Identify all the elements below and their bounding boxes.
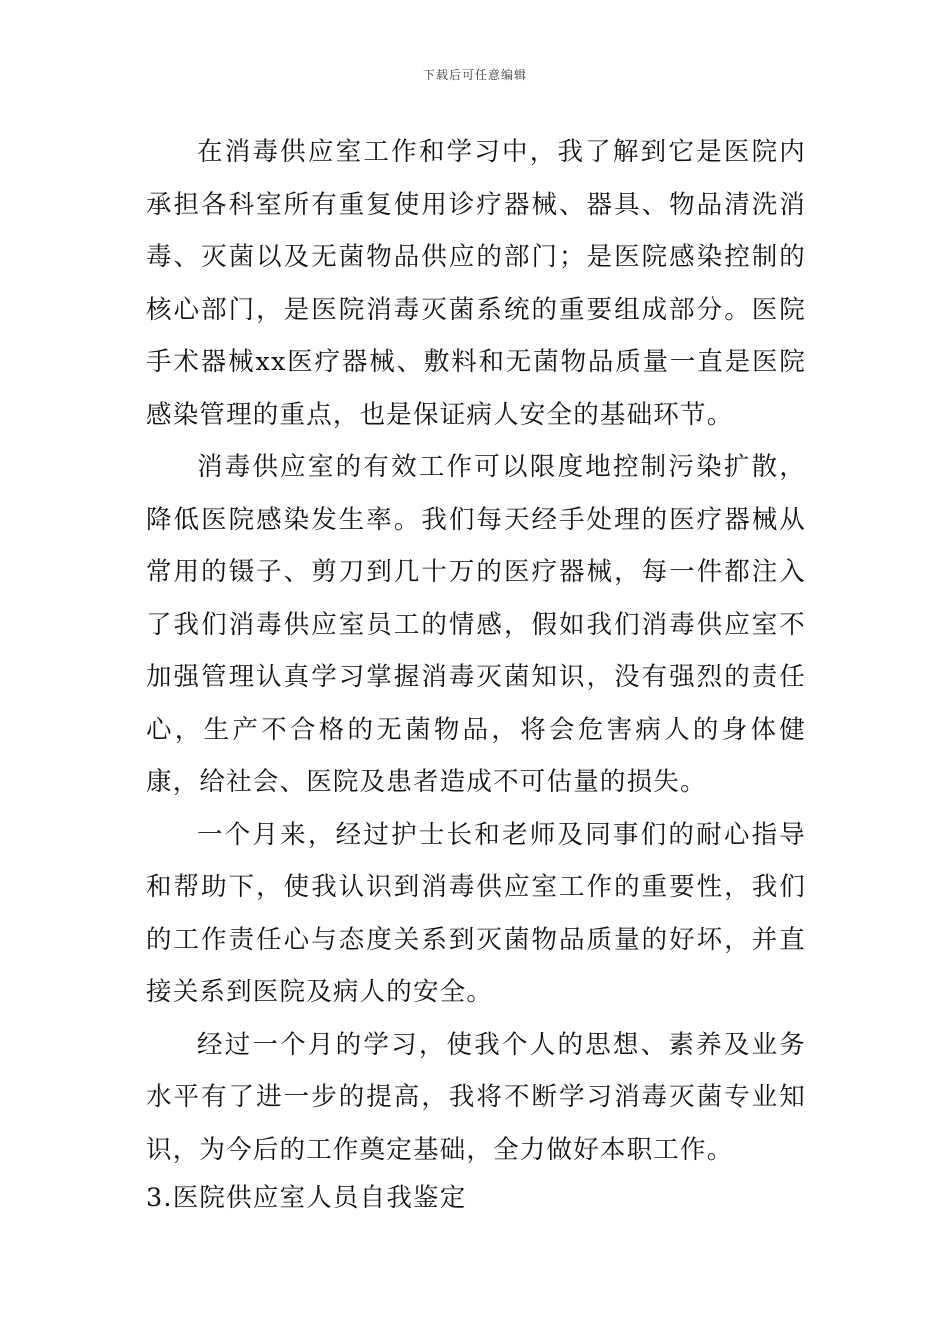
document-body: [146, 126, 806, 1176]
section-heading: 3.医院供应室人员自我鉴定: [146, 1183, 467, 1213]
paragraph-3: 一个月来，经过护士长和老师及同事们的耐心指导和帮助下，使我认识到消毒供应室工作的重要性，我们的工作责任心与态度关系到灭菌物品质量的好坏，并直接关系到医院及病人的安全。: [146, 819, 806, 1007]
page-header-note: 下载后可任意编辑: [422, 68, 527, 82]
paragraph-1: 在消毒供应室工作和学习中，我了解到它是医院内承担各科室所有重复使用诊疗器械、器具、物品清洗消毒、灭菌以及无菌物品供应的部门；是医院感染控制的核心部门，是医院消毒灭菌系统的重要组成部分。医院手术器械xx医疗器械、敷料和无菌物品质量一直是医院感染管理的重点，也是保证病人安全的基础环节。: [146, 137, 806, 430]
paragraph-2: 消毒供应室的有效工作可以限度地控制污染扩散，降低医院感染发生率。我们每天经手处理的医疗器械从常用的镊子、剪刀到几十万的医疗器械，每一件都注入了我们消毒供应室员工的情感，假如我们消毒供应室不加强管理认真学习掌握消毒灭菌知识，没有强烈的责任心，生产不合格的无菌物品，将会危害病人的身体健康，给社会、医院及患者造成不可估量的损失。: [146, 452, 806, 797]
paragraph-4: 经过一个月的学习，使我个人的思想、素养及业务水平有了进一步的提高，我将不断学习消毒灭菌专业知识，为今后的工作奠定基础，全力做好本职工作。: [146, 1029, 806, 1165]
